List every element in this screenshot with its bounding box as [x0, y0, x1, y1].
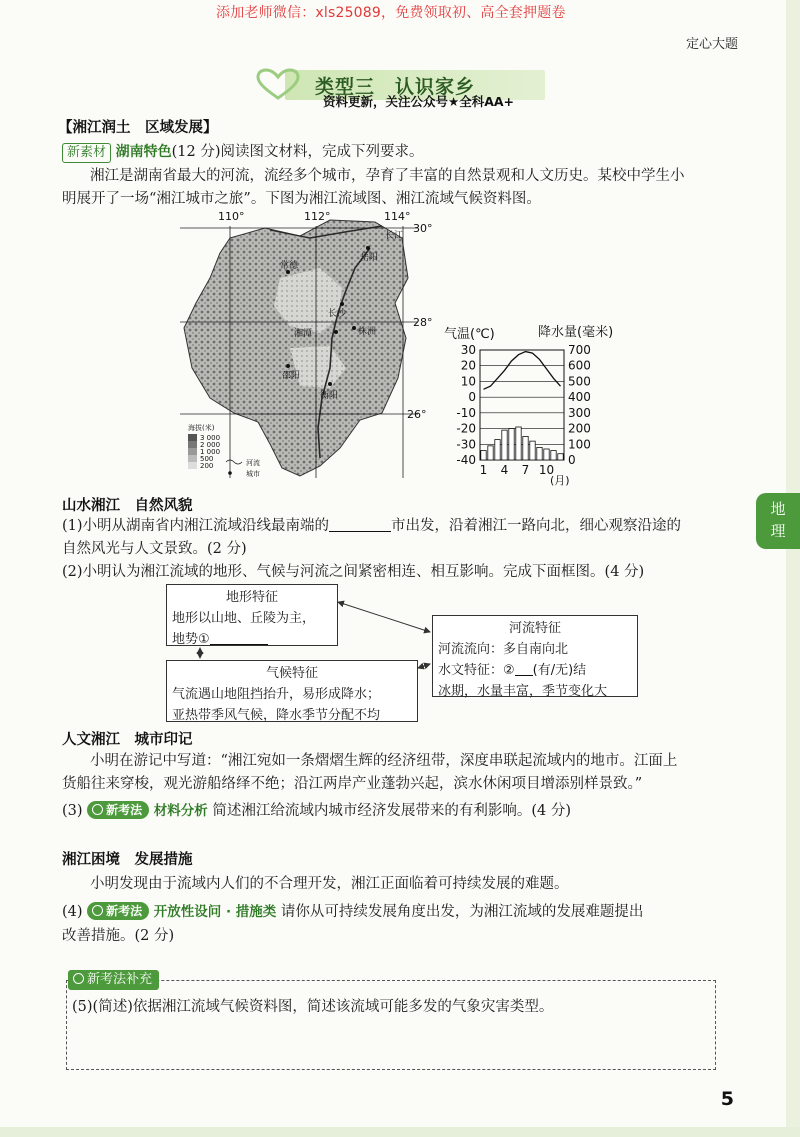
page-edge-right	[786, 0, 800, 1137]
question-5: (5)(简述)依据湘江流域气候资料图，简述该流域可能多发的气象灾害类型。	[72, 999, 554, 1015]
precip-bar	[558, 454, 563, 460]
lat-label-30: 30°	[413, 222, 433, 235]
map-legend	[188, 423, 260, 478]
subject-tab-char-2: 理	[770, 522, 786, 540]
part3-heading: 湘江困境 发展措施	[62, 852, 193, 868]
climate-line-1: 气流遇山地阻挡抬升，易形成降水；	[172, 687, 381, 702]
subject-tab	[756, 493, 800, 549]
river-line-2b: (有/无)结	[532, 663, 587, 678]
svg-text:2 000: 2 000	[200, 441, 221, 449]
new-material-tag: 新素材	[62, 143, 111, 163]
q4-type: 开放性设问 · 措施类	[153, 904, 277, 920]
place-hengyang: 衡阳	[320, 391, 339, 401]
climate-line-2: 亚热带季风气候，降水季节分配不均	[172, 708, 381, 723]
watermark: 添加老师微信：xls25089，免费领取初、高全套押题卷	[216, 5, 566, 21]
precip-bar	[523, 436, 528, 460]
xiangjiang-basin-map	[170, 208, 440, 488]
month-tick-label: 10	[538, 463, 555, 477]
precip-tick-label: 100	[568, 437, 591, 452]
check-icon	[73, 973, 84, 984]
lat-label-28: 28°	[413, 316, 433, 329]
part2-para-2: 货船往来穿梭，观光游船络绎不绝；沿江两岸产业蓬勃兴起，滨水休闲项目增添别样景致。”	[62, 776, 643, 792]
q1-text-b: 市出发，沿着湘江一路向北，细心观察沿途的	[391, 518, 682, 534]
temp-tick-label: 20	[460, 358, 476, 373]
lon-label-110: 110°	[218, 210, 245, 223]
lat-label-26: 26°	[407, 408, 427, 421]
precip-tick-label: 400	[568, 390, 591, 405]
temp-tick-label: 10	[460, 374, 476, 389]
header-label: 定心大题	[685, 37, 738, 52]
precip-bar	[530, 441, 535, 460]
precip-bar	[502, 430, 507, 460]
supplement-tag: 新考法补充	[68, 970, 159, 990]
check-icon	[92, 905, 103, 916]
plot-frame	[480, 350, 564, 460]
precip-bar	[509, 429, 514, 460]
heart-icon	[255, 68, 301, 102]
precip-bar	[495, 440, 500, 460]
topic-tag: 湖南特色	[115, 144, 172, 160]
svg-text:城市: 城市	[246, 470, 260, 478]
precip-bar	[481, 451, 486, 460]
new-method-badge: 新考法	[87, 801, 149, 819]
question-1	[62, 515, 681, 537]
precip-tick-label: 300	[568, 405, 591, 420]
month-tick-label: 1	[479, 463, 488, 477]
q4-text-2: 改善措施。(2 分)	[62, 928, 175, 944]
precip-tick-label: 600	[568, 358, 591, 373]
river-line-2a: 水文特征：②	[438, 663, 515, 678]
temp-tick-label: -30	[456, 437, 476, 452]
river-line-1: 河流流向：多自南向北	[438, 642, 569, 657]
intro-score: (12 分)	[171, 144, 221, 160]
check-icon	[92, 804, 103, 815]
place-changsha: 长沙	[328, 309, 347, 319]
lon-label-112: 112°	[304, 210, 331, 223]
part1-heading: 山水湘江 自然风貌	[62, 498, 193, 514]
q3-text: 简述湘江给流域内城市经济发展带来的有利影响。(4 分)	[212, 803, 572, 819]
title-subtitle: 资料更新，关注公众号★全科AA+	[323, 94, 515, 109]
climate-title: 气候特征	[265, 666, 318, 681]
section-heading: 【湘江润土 区域发展】	[58, 120, 218, 136]
place-shaoyang: 邵阳	[282, 371, 301, 381]
precip-tick-label: 200	[568, 421, 591, 436]
svg-text:500: 500	[200, 455, 214, 463]
page-number: 5	[720, 1088, 734, 1110]
new-method-badge: 新考法	[87, 902, 149, 920]
precip-bar	[516, 427, 521, 460]
part3-para-1: 小明发现由于流域内人们的不合理开发，湘江正面临着可持续发展的难题。	[90, 876, 569, 892]
place-changjiang: 长江	[385, 231, 404, 241]
svg-text:河流: 河流	[246, 459, 260, 467]
temp-tick-label: -20	[456, 421, 476, 436]
place-changde: 常德	[280, 261, 299, 271]
climate-chart	[440, 322, 640, 487]
intro-line	[62, 141, 424, 163]
river-line-3: 冰期，水量丰富，季节变化大	[438, 684, 608, 699]
place-zhuzhou: 株洲	[358, 327, 377, 337]
temp-axis-label: 气温(℃)	[444, 327, 495, 342]
terrain-title: 地形特征	[225, 590, 278, 605]
svg-text:海拔(米): 海拔(米)	[188, 424, 215, 432]
terrain-line-1: 地形以山地、丘陵为主，	[172, 611, 316, 626]
intro-para-1: 湘江是湖南省最大的河流，流经多个城市，孕育了丰富的自然景观和人文历史。某校中学生小	[90, 168, 685, 184]
answer-blank-2[interactable]	[515, 662, 533, 676]
q4-number: (4)	[62, 904, 83, 920]
precip-axis-label: 降水量(毫米)	[538, 325, 614, 340]
temp-tick-label: -40	[456, 453, 476, 467]
month-tick-label: 4	[500, 463, 509, 477]
month-tick-label: 7	[521, 463, 530, 477]
precip-bar	[537, 447, 542, 460]
question-2: (2)小明认为湘江流域的地形、气候与河流之间紧密相连、相互影响。完成下面框图。(4 分)	[62, 564, 645, 580]
svg-text:1 000: 1 000	[200, 448, 221, 456]
temperature-curve	[484, 352, 561, 390]
precip-bar	[488, 446, 493, 460]
part2-para-1: 小明在游记中写道：“湘江宛如一条熠熠生辉的经济纽带，深度串联起流域内的地市。江面上	[90, 753, 678, 769]
x-axis-unit: (月)	[550, 474, 570, 487]
q3-number: (3)	[62, 803, 83, 819]
q1-answer-blank[interactable]	[329, 518, 391, 532]
diagram-arrows	[160, 580, 460, 700]
lon-label-114: 114°	[384, 210, 411, 223]
q3-type: 材料分析	[153, 803, 208, 819]
question-4	[62, 901, 643, 923]
place-yueyang: 岳阳	[360, 253, 379, 263]
precip-bar	[551, 451, 556, 460]
precip-tick-label: 0	[568, 453, 576, 467]
page-edge-bottom	[0, 1127, 800, 1137]
river-box	[432, 615, 638, 697]
intro-instruction: 阅读图文材料，完成下列要求。	[220, 144, 424, 160]
river-title: 河流特征	[508, 621, 561, 636]
precip-bar	[544, 449, 549, 460]
question-3	[62, 800, 571, 822]
svg-text:3 000: 3 000	[200, 434, 221, 442]
q4-text: 请你从可持续发展角度出发，为湘江流域的发展难题提出	[280, 904, 644, 920]
q1-text-c: 自然风光与人文景致。(2 分)	[62, 541, 247, 557]
temp-tick-label: 30	[460, 343, 476, 357]
precip-tick-label: 700	[568, 343, 591, 357]
svg-text:200: 200	[200, 462, 214, 470]
supplement-box	[66, 980, 716, 1070]
terrain-line-2: 地势①	[172, 632, 210, 647]
subject-tab-char-1: 地	[770, 500, 786, 518]
q1-text-a: (1)小明从湖南省内湘江流域沿线最南端的	[62, 518, 330, 534]
section-title	[255, 68, 555, 113]
precip-tick-label: 500	[568, 374, 591, 389]
place-xiangtan: 湘潭	[294, 329, 313, 339]
intro-para-2: 明展开了一场“湘江城市之旅”。下图为湘江流域图、湘江流域气候资料图。	[62, 191, 541, 207]
part2-heading: 人文湘江 城市印记	[62, 732, 193, 748]
temp-tick-label: 0	[468, 390, 476, 405]
page-title: 类型三 认识家乡	[315, 76, 476, 98]
temp-tick-label: -10	[456, 405, 476, 420]
